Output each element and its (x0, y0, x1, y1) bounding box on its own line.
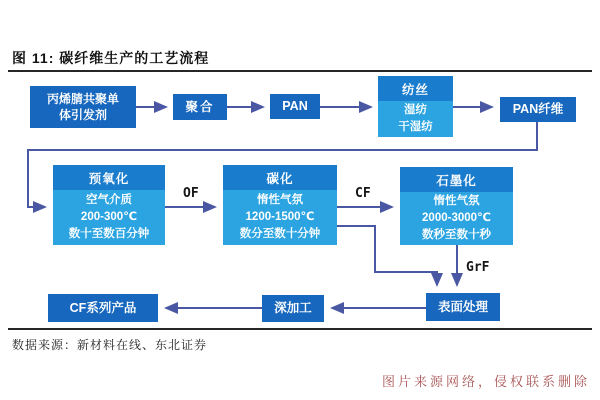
node-preoxidation-header: 预氧化 (53, 165, 165, 190)
node-monomer-line2: 体引发剂 (58, 108, 107, 122)
node-preoxidation-medium: 空气介质 (86, 194, 132, 206)
edge-label-grf: GrF (466, 260, 490, 275)
node-surface-treatment: 表面处理 (426, 293, 500, 321)
node-spinning-header: 纺丝 (378, 76, 453, 101)
node-graphitization-atmosphere: 惰性气氛 (433, 195, 480, 207)
node-graphitization-header: 石墨化 (400, 167, 513, 192)
node-pan: PAN (270, 94, 320, 119)
edge-label-cf: CF (355, 186, 371, 201)
node-carbonization-temp: 1200-1500℃ (245, 211, 315, 223)
node-carbonization-atmosphere: 惰性气氛 (257, 194, 303, 206)
node-cf-products: CF系列产品 (48, 294, 158, 322)
title-rule (8, 70, 592, 72)
node-graphitization-time: 数秒至数十秒 (422, 229, 491, 241)
node-preoxidation-time: 数十至数百分钟 (68, 228, 150, 240)
node-monomer-initiator (30, 86, 136, 128)
node-pan-fiber: PAN纤维 (500, 97, 576, 122)
node-graphitization-temp: 2000-3000℃ (422, 212, 491, 224)
figure-title: 图 11: 碳纤维生产的工艺流程 (12, 50, 210, 66)
node-carbonization-header: 碳化 (223, 165, 337, 190)
node-polymerization: 聚合 (173, 94, 227, 120)
data-source-note: 数据来源：新材料在线、东北证券 (12, 338, 208, 352)
node-preoxidation (53, 165, 165, 245)
node-preoxidation-temp: 200-300℃ (80, 211, 138, 223)
node-spinning-drywet: 干湿纺 (398, 121, 433, 133)
copyright-disclaimer: 图片来源网络，侵权联系删除 (381, 374, 590, 389)
footer-rule (8, 328, 592, 330)
node-monomer-line1: 丙烯腈共聚单 (46, 91, 119, 106)
node-deep-processing: 深加工 (262, 295, 324, 322)
node-carbonization (223, 165, 337, 245)
node-graphitization (400, 167, 513, 245)
edge-label-of: OF (183, 186, 199, 201)
node-spinning (378, 76, 453, 137)
node-spinning-wet: 湿纺 (404, 104, 427, 116)
node-carbonization-time: 数分至数十分钟 (239, 228, 321, 240)
